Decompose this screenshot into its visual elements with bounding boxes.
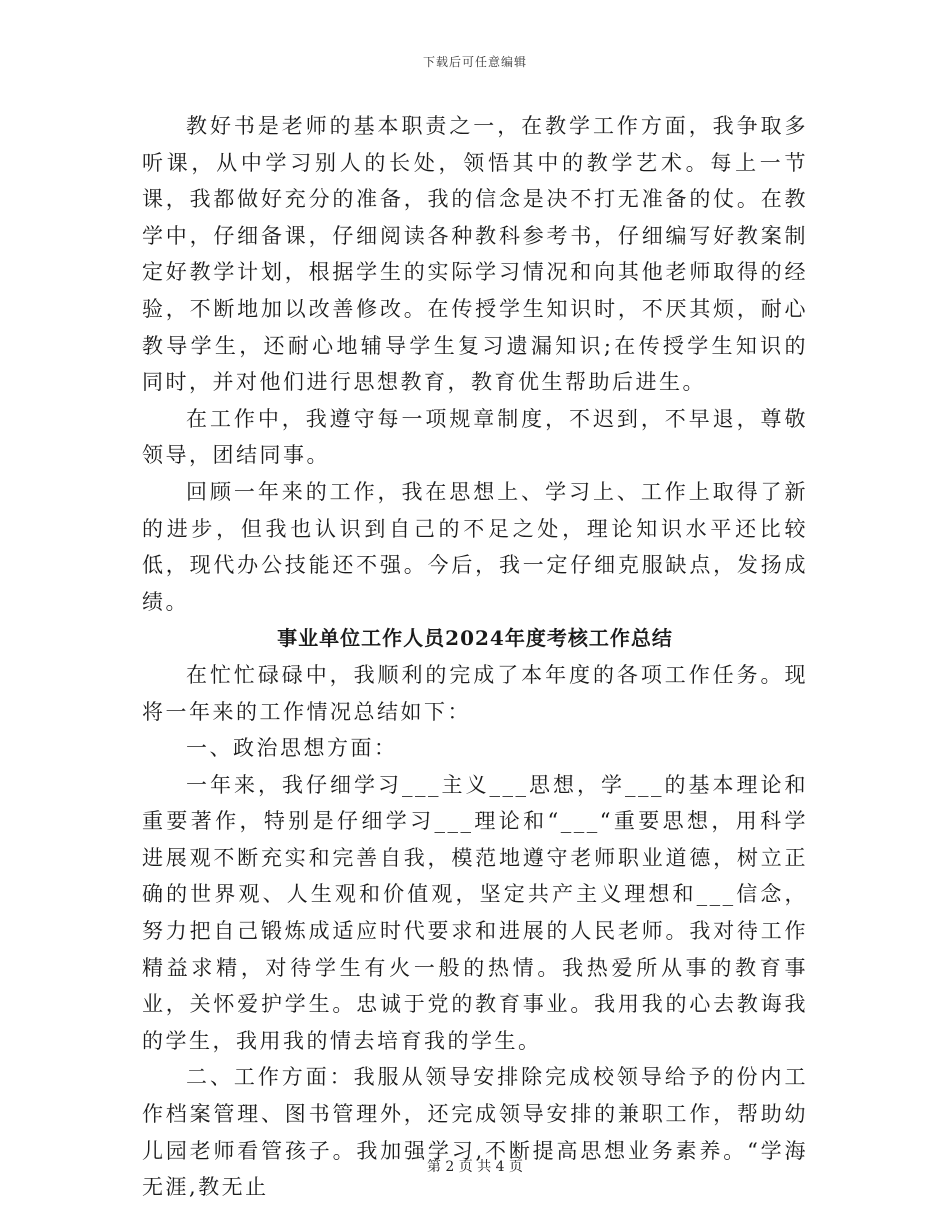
paragraph-work-aspect: 二、工作方面：我服从领导安排除完成校领导给予的份内工作档案管理、图书管理外，还完成领导安排的兼职工作，帮助幼儿园老师看管孩子。我加强学习,不断提高思想业务素养。“学海无涯,教无止: [142, 1065, 808, 1200]
paragraph-political-body: 一年来，我仔细学习___主义___思想，学___的基本理论和重要著作，特别是仔细学习___理论和“___“重要思想，用科学进展观不断充实和完善自我，模范地遵守老师职业道德，树立正确的世界观、人生观和价值观，坚定共产主义理想和___信念，努力把自己锻炼成适应时代要求和进展的人民老师。我对待工作精益求精，对待学生有火一般的热情。我热爱所从事的教育事业，关怀爱护学生。忠诚于党的教育事业。我用我的心去教诲我的学生，我用我的情去培育我的学生。: [142, 772, 808, 1053]
section-title: 事业单位工作人员2024年度考核工作总结: [277, 626, 673, 651]
paragraph-teaching-duty: 教好书是老师的基本职责之一，在教学工作方面，我争取多听课，从中学习别人的长处，领悟其中的教学艺术。每上一节课，我都做好充分的准备，我的信念是决不打无准备的仗。在教学中，仔细备课，仔细阅读各种教科参考书，仔细编写好教案制定好教学计划，根据学生的实际学习情况和向其他老师取得的经验，不断地加以改善修改。在传授学生知识时，不厌其烦，耐心教导学生，还耐心地辅导学生复习遗漏知识;在传授学生知识的同时，并对他们进行思想教育，教育优生帮助后进生。: [142, 114, 808, 395]
paragraph-intro: 在忙忙碌碌中，我顺利的完成了本年度的各项工作任务。现将一年来的工作情况总结如下：: [142, 662, 808, 724]
paragraph-work-rules: 在工作中，我遵守每一项规章制度，不迟到，不早退，尊敬领导，团结同事。: [142, 406, 808, 468]
page-header-note: 下载后可任意编辑: [422, 55, 527, 69]
paragraph-political-heading: 一、政治思想方面：: [186, 736, 398, 761]
document-body: [142, 108, 808, 1206]
paragraph-review: 回顾一年来的工作，我在思想上、学习上、工作上取得了新的进步，但我也认识到自己的不足之处，理论知识水平还比较低，现代办公技能还不强。今后，我一定仔细克服缺点，发扬成绩。: [142, 479, 808, 614]
page-number: 第 2 页 共 4 页: [426, 1159, 524, 1175]
